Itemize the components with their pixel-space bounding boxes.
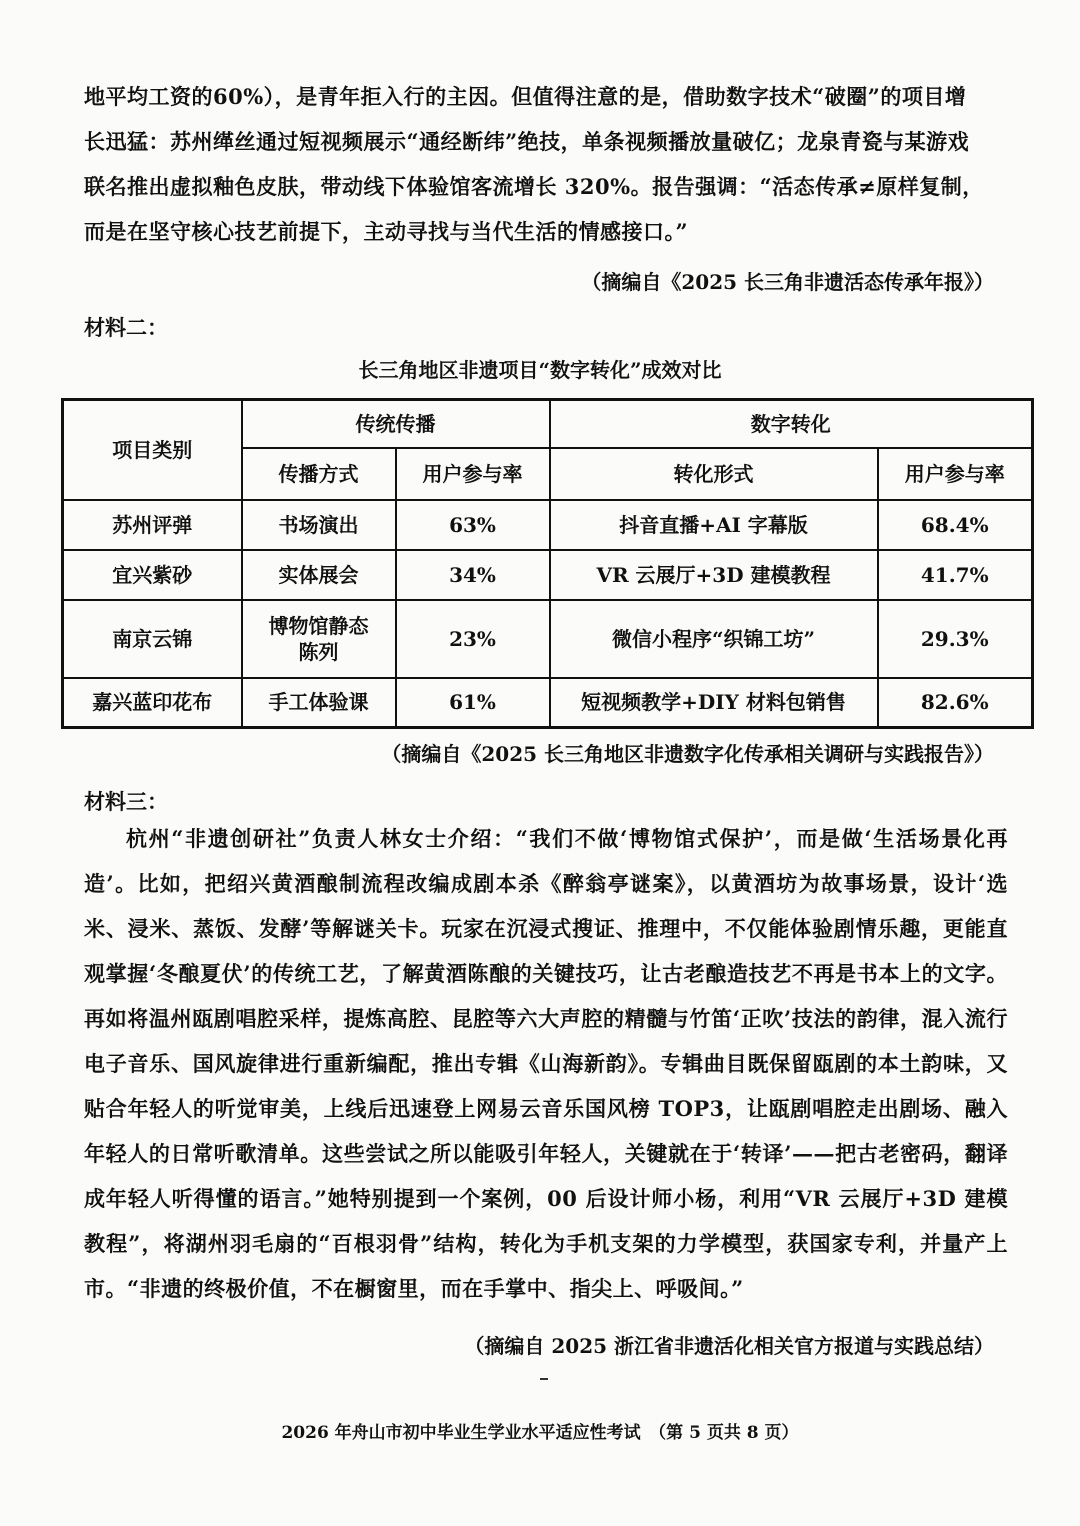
- cell-method: 博物馆静态陈列: [242, 600, 396, 678]
- paragraph-line: 地平均工资的60%），是青年拒入行的主因。但值得注意的是，借助数字技术“破圈”的项目增: [84, 84, 967, 109]
- material-3-paragraph: 杭州“非遗创研社”负责人林女士介绍：“我们不做‘博物馆式保护’，而是做‘生活场景化再造’。比如，把绍兴黄酒酿制流程改编成剧本杀《醉翁亭谜案》，以黄酒坊为故事场景，设计‘选米、浸米、蒸饭、发酵’等解谜关卡。玩家在沉浸式搜证、推理中，不仅能体验剧情乐趣，更能直观掌握‘冬酿夏伏’的传统工艺，了解黄酒陈酿的关键技巧，让古老酿造技艺不再是书本上的文字。再如将温州瓯剧唱腔采样，提炼高腔、昆腔等六大声腔的精髓与竹笛‘正吹’技法的韵律，混入流行电子音乐、国风旋律进行重新编配，推出专辑《山海新韵》。专辑曲目既保留瓯剧的本土韵味，又贴合年轻人的听觉审美，上线后迅速登上网易云音乐国风榜 TOP3，让瓯剧唱腔走出剧场、融入年轻人的日常听歌清单。这些尝试之所以能吸引年轻人，关键就在于‘转译’——把古老密码，翻译成年轻人听得懂的语言。”她特别提到一个案例，00 后设计师小杨，利用“VR 云展厅+3D 建模教程”，将湖州羽毛扇的“百根羽骨”结构，转化为手机支架的力学模型，获国家专利，并量产上市。“非遗的终极价值，不在橱窗里，而在手掌中、指尖上、呼吸间。”: [84, 826, 1008, 1301]
- material-2-heading: 材料二：: [84, 315, 168, 340]
- cell-rate-digital: 68.4%: [878, 500, 1033, 550]
- header-rate-digital: 用户参与率: [878, 448, 1033, 500]
- cell-rate-traditional: 34%: [396, 550, 550, 600]
- header-traditional: 传统传播: [242, 400, 550, 448]
- table-row: [63, 678, 1033, 728]
- paragraph-line: 联名推出虚拟釉色皮肤，带动线下体验馆客流增长 320%。报告强调：“活态传承≠原样复制，: [84, 174, 984, 199]
- cell-form: 微信小程序“织锦工坊”: [550, 600, 878, 678]
- material-3-heading: 材料三：: [84, 789, 168, 814]
- table-row: [63, 600, 1033, 678]
- cell-rate-traditional: 61%: [396, 678, 550, 728]
- cell-name: 宜兴紫砂: [63, 550, 242, 600]
- header-form: 转化形式: [550, 448, 878, 500]
- material-1-paragraph: [84, 74, 1008, 254]
- cell-name: 嘉兴蓝印花布: [63, 678, 242, 728]
- cell-name: 苏州评弹: [63, 500, 242, 550]
- source-citation-2: （摘编自《2025 长三角地区非遗数字化传承相关调研与实践报告》）: [381, 742, 994, 766]
- paragraph-line: 而是在坚守核心技艺前提下，主动寻找与当代生活的情感接口。”: [84, 219, 689, 244]
- table-row: [63, 500, 1033, 550]
- cell-rate-traditional: 23%: [396, 600, 550, 678]
- cell-form: VR 云展厅+3D 建模教程: [550, 550, 878, 600]
- cell-form: 抖音直播+AI 字幕版: [550, 500, 878, 550]
- source-citation-3: （摘编自 2025 浙江省非遗活化相关官方报道与实践总结）: [464, 1334, 994, 1358]
- cell-rate-digital: 82.6%: [878, 678, 1033, 728]
- source-citation-1: （摘编自《2025 长三角非遗活态传承年报》）: [581, 270, 994, 294]
- page-footer: 2026 年舟山市初中毕业生学业水平适应性考试 （第 5 页共 8 页）: [281, 1423, 799, 1443]
- cell-rate-digital: 29.3%: [878, 600, 1033, 678]
- comparison-table: [61, 398, 1034, 729]
- cell-rate-traditional: 63%: [396, 500, 550, 550]
- header-category: 项目类别: [63, 400, 242, 500]
- header-digital: 数字转化: [550, 400, 1033, 448]
- cell-method: 实体展会: [242, 550, 396, 600]
- table-row: [63, 550, 1033, 600]
- cell-form: 短视频教学+DIY 材料包销售: [550, 678, 878, 728]
- table-header-row: [63, 400, 1033, 448]
- page-mark: [540, 1378, 548, 1380]
- header-rate-traditional: 用户参与率: [396, 448, 550, 500]
- cell-method: 手工体验课: [242, 678, 396, 728]
- cell-method: 书场演出: [242, 500, 396, 550]
- header-method: 传播方式: [242, 448, 396, 500]
- cell-rate-digital: 41.7%: [878, 550, 1033, 600]
- paragraph-line: 长迅猛：苏州缂丝通过短视频展示“通经断纬”绝技，单条视频播放量破亿；龙泉青瓷与某游戏: [84, 129, 970, 154]
- table-title: 长三角地区非遗项目“数字转化”成效对比: [358, 358, 722, 382]
- cell-name: 南京云锦: [63, 600, 242, 678]
